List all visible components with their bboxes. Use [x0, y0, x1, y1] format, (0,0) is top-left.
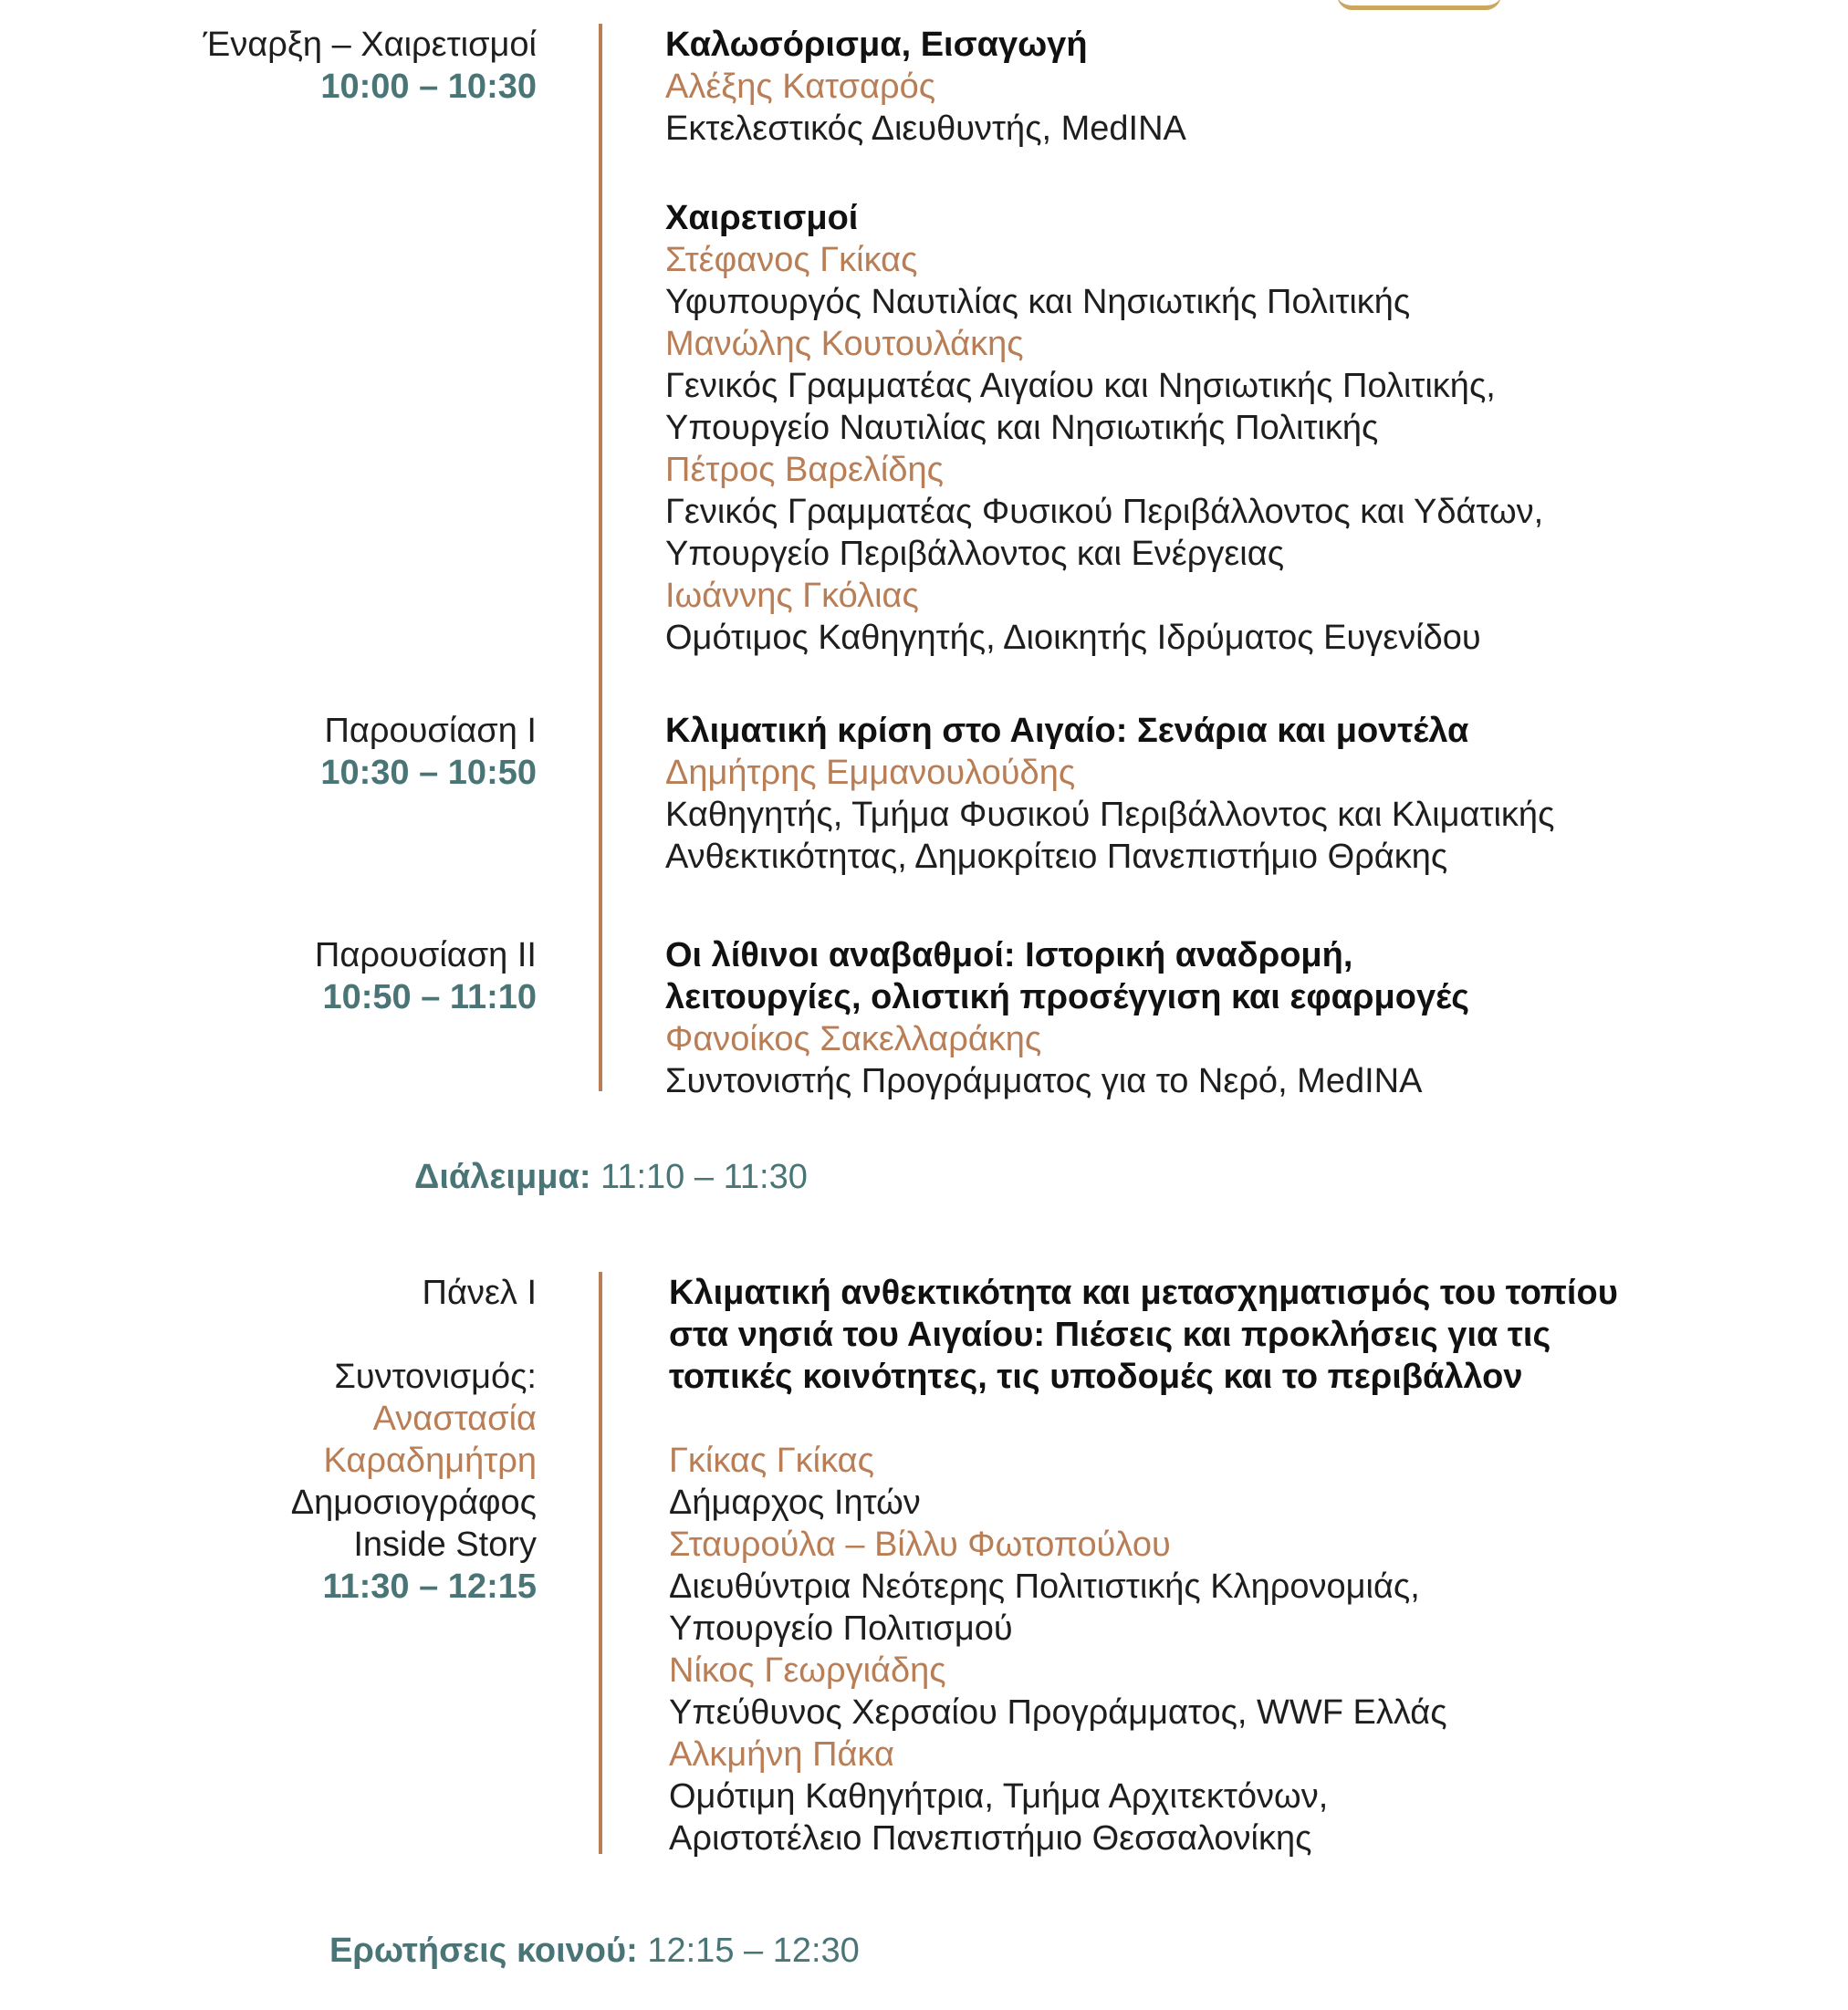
- session-title: Χαιρετισμοί: [665, 199, 859, 237]
- speaker-role: Γενικός Γραμματέας Φυσικού Περιβάλλοντος και Υδάτων,: [665, 493, 1544, 531]
- session-presentation-1-content: [665, 710, 1797, 878]
- session-presentation-2-content: [665, 934, 1797, 1102]
- session-title: τοπικές κοινότητες, τις υποδομές και το περιβάλλον: [669, 1358, 1523, 1396]
- speaker-role: Υπουργείο Πολιτισμού: [669, 1609, 1013, 1648]
- speaker-name: Δημήτρης Εμμανουλούδης: [665, 754, 1076, 792]
- speaker-role: Υφυπουργός Ναυτιλίας και Νησιωτικής Πολιτικής: [665, 283, 1411, 321]
- speaker-name: Ιωάννης Γκόλιας: [665, 577, 919, 615]
- session-title: στα νησιά του Αιγαίου: Πιέσεις και προκλήσεις για τις: [669, 1316, 1551, 1354]
- speaker-role: Υπουργείο Ναυτιλίας και Νησιωτικής Πολιτικής: [665, 409, 1379, 447]
- timeline-divider: [599, 662, 602, 1091]
- session-title: Οι λίθινοι αναβαθμοί: Ιστορική αναδρομή,: [665, 936, 1353, 974]
- speaker-name: Νίκος Γεωργιάδης: [669, 1651, 946, 1690]
- speaker-name: Στέφανος Γκίκας: [665, 241, 918, 279]
- speaker-name: Αλκμήνη Πάκα: [669, 1735, 894, 1774]
- break-time: 11:10 – 11:30: [600, 1158, 808, 1196]
- speaker-role: Ομότιμη Καθηγήτρια, Τμήμα Αρχιτεκτόνων,: [669, 1777, 1329, 1816]
- session-label: Έναρξη – Χαιρετισμοί: [203, 26, 537, 64]
- moderator-name: Καραδημήτρη: [323, 1442, 537, 1480]
- moderator-role: Δημοσιογράφος: [290, 1484, 537, 1522]
- session-time: 10:30 – 10:50: [320, 754, 537, 792]
- speaker-name: Μανώλης Κουτουλάκης: [665, 325, 1024, 363]
- speaker-role: Εκτελεστικός Διευθυντής, MedINA: [665, 109, 1186, 148]
- speaker-role: Συντονιστής Προγράμματος για το Νερό, MedINA: [665, 1062, 1423, 1100]
- speaker-name: Γκίκας Γκίκας: [669, 1442, 874, 1480]
- session-label: Παρουσίαση ΙΙ: [314, 936, 537, 974]
- speaker-name: Φανοίκος Σακελλαράκης: [665, 1020, 1042, 1058]
- qa-label: Ερωτήσεις κοινού:: [329, 1932, 638, 1970]
- speaker-role: Γενικός Γραμματέας Αιγαίου και Νησιωτικής Πολιτικής,: [665, 367, 1496, 405]
- speaker-name: Σταυρούλα – Βίλλυ Φωτοπούλου: [669, 1526, 1171, 1564]
- session-time: 10:00 – 10:30: [320, 68, 537, 106]
- speaker-name: Πέτρος Βαρελίδης: [665, 451, 944, 489]
- session-label: Παρουσίαση Ι: [324, 712, 537, 750]
- session-title: Κλιματική ανθεκτικότητα και μετασχηματισμός του τοπίου: [669, 1274, 1618, 1312]
- break-line: [414, 1156, 808, 1198]
- speaker-role: Υπεύθυνος Χερσαίου Προγράμματος, WWF Ελλάς: [669, 1693, 1447, 1732]
- timeline-divider: [599, 24, 602, 662]
- session-time: 10:50 – 11:10: [322, 978, 537, 1016]
- break-label: Διάλειμμα:: [414, 1158, 591, 1196]
- moderator-role: Inside Story: [353, 1526, 537, 1564]
- speaker-role: Υπουργείο Περιβάλλοντος και Ενέργειας: [665, 535, 1285, 573]
- session-title: Κλιματική κρίση στο Αιγαίο: Σενάρια και μοντέλα: [665, 712, 1469, 750]
- speaker-role: Αριστοτέλειο Πανεπιστήμιο Θεσσαλονίκης: [669, 1819, 1312, 1858]
- moderator-name: Αναστασία: [372, 1400, 537, 1438]
- speaker-name: Αλέξης Κατσαρός: [665, 68, 936, 106]
- session-opening-meta: [204, 24, 537, 108]
- speaker-role: Καθηγητής, Τμήμα Φυσικού Περιβάλλοντος και Κλιματικής: [665, 796, 1555, 834]
- qa-line: [329, 1930, 860, 1972]
- speaker-role: Δήμαρχος Ιητών: [669, 1484, 921, 1522]
- timeline-divider: [599, 1272, 602, 1854]
- session-title: λειτουργίες, ολιστική προσέγγιση και εφαρμογές: [665, 978, 1469, 1016]
- session-time: 11:30 – 12:15: [322, 1567, 537, 1606]
- speaker-role: Διευθύντρια Νεότερης Πολιτιστικής Κληρονομιάς,: [669, 1567, 1420, 1606]
- qa-time: 12:15 – 12:30: [647, 1932, 860, 1970]
- session-panel-1-content: [669, 1272, 1801, 1859]
- session-panel-1-meta: [291, 1272, 537, 1608]
- speaker-role: Ανθεκτικότητας, Δημοκρίτειο Πανεπιστήμιο Θράκης: [665, 838, 1448, 876]
- session-label: Πάνελ Ι: [422, 1274, 537, 1312]
- session-presentation-2-meta: [315, 934, 537, 1018]
- decorative-arc: [1337, 0, 1501, 10]
- session-presentation-1-meta: [320, 710, 537, 794]
- moderation-label: Συντονισμός:: [334, 1358, 537, 1396]
- speaker-role: Ομότιμος Καθηγητής, Διοικητής Ιδρύματος Ευγενίδου: [665, 619, 1481, 657]
- session-opening-content: [665, 24, 1797, 659]
- session-title: Καλωσόρισμα, Εισαγωγή: [665, 26, 1088, 64]
